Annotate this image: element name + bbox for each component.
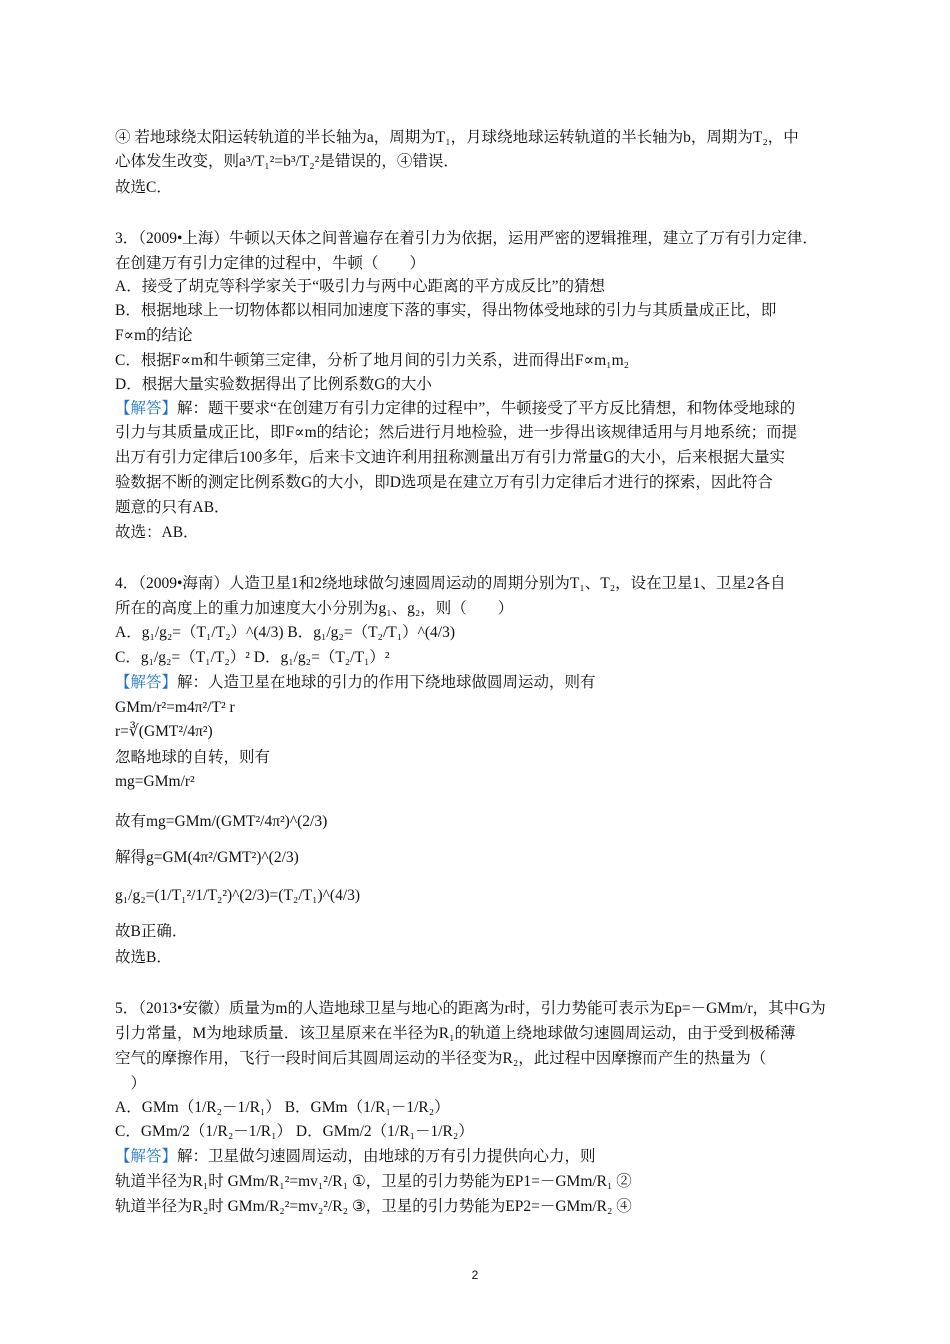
text-line: 题意的只有AB． bbox=[115, 499, 230, 516]
text-line: 故选：AB． bbox=[115, 524, 199, 541]
text-line: B．根据地球上一切物体都以相同加速度下落的事实，得出物体受地球的引力与其质量成正比，即 bbox=[115, 302, 777, 319]
text-line: 所在的高度上的重力加速度大小分别为g₁、g₂，则（ ） bbox=[115, 600, 514, 617]
text-line: 验数据不断的测定比例系数G的大小，即D选项是在建立万有引力定律后才进行的探索，因此符合 bbox=[115, 474, 773, 491]
page-number: 2 bbox=[471, 1268, 479, 1282]
text-line: 出万有引力定律后100多年，后来卡文迪许利用扭称测量出万有引力常量G的大小，后来根据大量实 bbox=[115, 449, 785, 466]
text-line: 【解答】解：人造卫星在地球的引力的作用下绕地球做圆周运动，则有 bbox=[115, 674, 596, 691]
text-line: 故选C． bbox=[115, 179, 172, 196]
text-line: 故B正确． bbox=[115, 923, 188, 940]
text-line: 【解答】解：题干要求“在创建万有引力定律的过程中”，牛顿接受了平方反比猜想，和物体受地球的 bbox=[115, 400, 796, 417]
text-line: ④ 若地球绕太阳运转轨道的半长轴为a，周期为T₁，月球绕地球运转轨道的半长轴为b，周期为T₂，中 bbox=[115, 129, 799, 146]
answer-tag: 【解答】 bbox=[115, 400, 178, 417]
text-line: 3．（2009•上海）牛顿以天体之间普遍存在着引力为依据，运用严密的逻辑推理，建立了万有引力定律． bbox=[115, 230, 818, 247]
text-line: 引力常量，M为地球质量．该卫星原来在半径为R₁的轨道上绕地球做匀速圆周运动，由于受到极稀薄 bbox=[115, 1025, 796, 1042]
text-line: 心体发生改变，则a³/T₁²=b³/T₂²是错误的，④错误． bbox=[115, 153, 459, 170]
text-line: C．g₁/g₂=（T₁/T₂）² D．g₁/g₂=（T₂/T₁）² bbox=[115, 649, 390, 666]
text-line: r=∛(GMT²/4π²) bbox=[115, 723, 213, 740]
text-line: 【解答】解：卫星做匀速圆周运动，由地球的万有引力提供向心力，则 bbox=[115, 1148, 596, 1165]
text-line: 轨道半径为R₂时 GMm/R₂²=mv₂²/R₂ ③，卫星的引力势能为EP2=－GMm/R₂ ④ bbox=[115, 1198, 632, 1215]
text-line: 解得g=GM(4π²/GMT²)^(2/3) bbox=[115, 849, 299, 866]
text-line: ） bbox=[115, 1075, 147, 1092]
text-line: 5．（2013•安徽）质量为m的人造地球卫星与地心的距离为r时，引力势能可表示为Ep=－GMm/r，其中G为 bbox=[115, 1000, 826, 1017]
text-line: 引力与其质量成正比，即F∝m的结论；然后进行月地检验，进一步得出该规律适用与月地系统；而提 bbox=[115, 424, 798, 441]
text-line: A．GMm（1/R₂－1/R₁） B．GMm（1/R₁－1/R₂） bbox=[115, 1099, 450, 1116]
text-line: A．g₁/g₂=（T₁/T₂）^(4/3) B．g₁/g₂=（T₂/T₁）^(4/3) bbox=[115, 624, 456, 641]
text-line: C．根据F∝m和牛顿第三定律，分析了地月间的引力关系，进而得出F∝m₁m₂ bbox=[115, 352, 630, 369]
text-line: mg=GMm/r² bbox=[115, 773, 195, 790]
text-line: A．接受了胡克等科学家关于“吸引力与两中心距离的平方成反比”的猜想 bbox=[115, 278, 605, 295]
text-line: 故选B． bbox=[115, 949, 172, 966]
text-line: F∝m的结论 bbox=[115, 327, 193, 344]
text-line: 故有mg=GMm/(GMT²/4π²)^(2/3) bbox=[115, 813, 328, 830]
answer-tag: 【解答】 bbox=[115, 1148, 178, 1165]
text-line: 空气的摩擦作用，飞行一段时间后其圆周运动的半径变为R₂，此过程中因摩擦而产生的热量为（ bbox=[115, 1050, 767, 1067]
text-line: 在创建万有引力定律的过程中，牛顿（ ） bbox=[115, 255, 426, 272]
text-line: GMm/r²=m4π²/T² r bbox=[115, 699, 235, 716]
text-line: g₁/g₂=(1/T₁²/1/T₂²)^(2/3)=(T₂/T₁)^(4/3) bbox=[115, 887, 361, 904]
answer-tag: 【解答】 bbox=[115, 674, 178, 691]
text-line: 4．（2009•海南）人造卫星1和2绕地球做匀速圆周运动的周期分别为T₁、T₂，设在卫星1、卫星2各自 bbox=[115, 575, 786, 592]
text-line: D．根据大量实验数据得出了比例系数G的大小 bbox=[115, 376, 432, 393]
text-line: 轨道半径为R₁时 GMm/R₁²=mv₁²/R₁ ①，卫星的引力势能为EP1=－GMm/R₁ ② bbox=[115, 1173, 632, 1190]
text-line: C．GMm/2（1/R₂－1/R₁） D．GMm/2（1/R₁－1/R₂） bbox=[115, 1123, 474, 1140]
text-line: 忽略地球的自转，则有 bbox=[115, 749, 271, 766]
